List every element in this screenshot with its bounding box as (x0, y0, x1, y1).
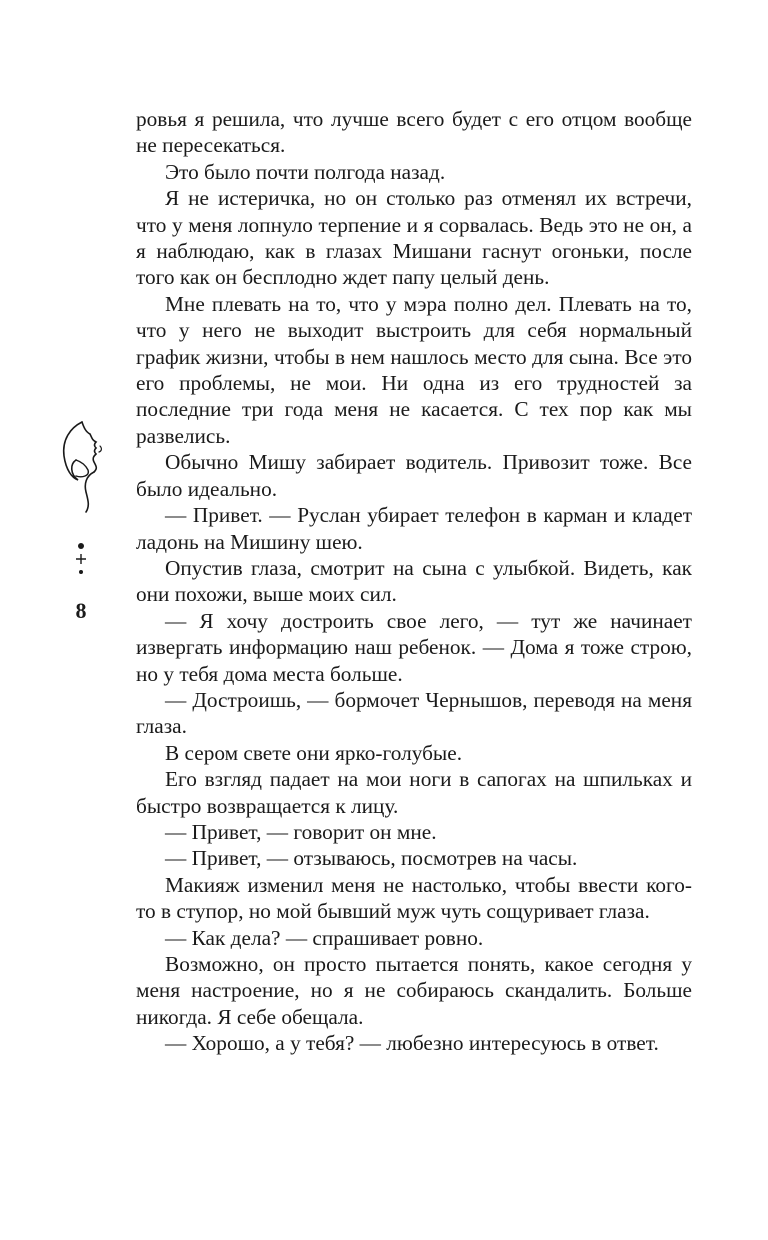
paragraph: Я не истеричка, но он столько раз отменял их встречи, что у меня лопнуло терпение и я сорвалась. Ведь это не он, а я наблюдаю, как в глазах Мишани гаснут огоньки, после того как он бесплодно ждет папу целый день. (136, 186, 692, 290)
paragraph: Обычно Мишу забирает водитель. Привозит тоже. Все было идеально. (136, 450, 692, 501)
paragraph: Опустив глаза, смотрит на сына с улыбкой. Видеть, как они похожи, выше моих сил. (136, 555, 692, 607)
body-text (136, 106, 692, 1057)
paragraph: Это было почти полгода назад. (165, 159, 446, 184)
paragraph: Его взгляд падает на мои ноги в сапогах на шпильках и быстро возвращается к лицу. (136, 767, 692, 818)
paragraph: В сером свете они ярко-голубые. (165, 740, 463, 765)
paragraph: — Привет, — говорит он мне. (165, 819, 437, 844)
paragraph: — Хорошо, а у тебя? — любезно интересуюсь в ответ. (165, 1031, 659, 1056)
paragraph: Возможно, он просто пытается понять, какое сегодня у меня настроение, но я не собираюсь скандалить. Больше никогда. Я себе обещала. (136, 952, 692, 1029)
paragraph: — Достроишь, — бормочет Чернышов, переводя на меня глаза. (136, 687, 692, 739)
paragraph: — Как дела? — спрашивает ровно. (165, 925, 484, 950)
paragraph: Мне плевать на то, что у мэра полно дел. Плевать на то, что у него не выходит выстроить для себя нормальный график жизни, чтобы в нем нашлось место для сына. Все это его проблемы, не мои. Ни одна из его трудностей за последние три года меня не касается. С тех пор как мы развелись. (136, 291, 692, 448)
paragraph: — Привет, — отзываюсь, посмотрев на часы. (165, 846, 578, 871)
page-number: 8 (75, 598, 87, 623)
paragraph: ровья я решила, что лучше всего будет с его отцом вообще не пересекаться. (136, 107, 692, 158)
paragraph: Макияж изменил меня не настолько, чтобы ввести кого-то в ступор, но мой бывший муж чуть сощуривает глаза. (136, 872, 692, 924)
paragraph: — Привет. — Руслан убирает телефон в карман и кладет ладонь на Мишину шею. (136, 503, 692, 554)
paragraph: — Я хочу достроить свое лего, — тут же начинает извергать информацию наш ребенок. — Дома я тоже строю, но у тебя дома места больше. (136, 608, 692, 686)
face-profile-ornament-icon (56, 418, 110, 578)
